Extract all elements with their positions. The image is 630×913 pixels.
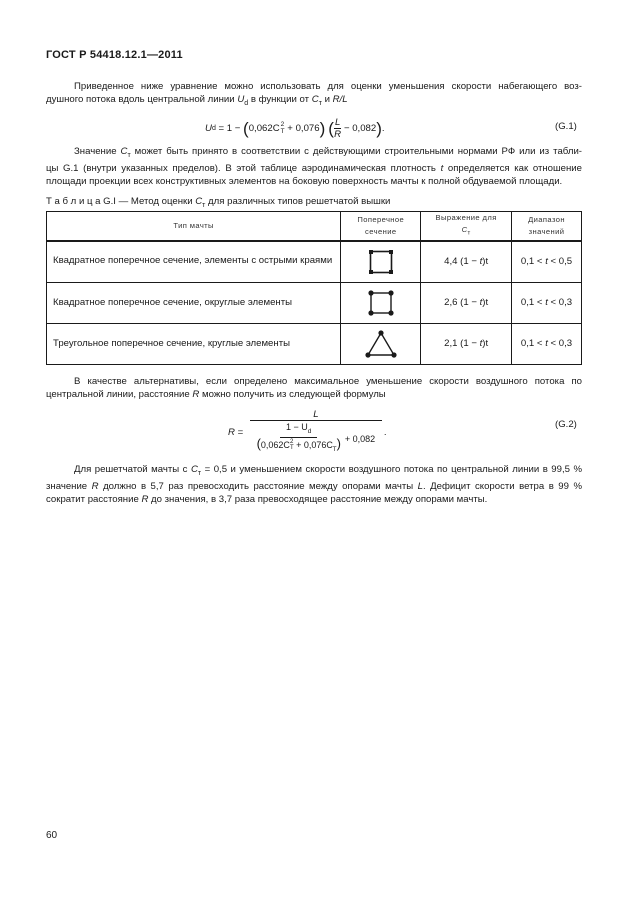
paragraph-line: центральной линии, расстояние R можно получить из следующей формулы — [46, 389, 386, 400]
equation-number-g2: (G.2) — [555, 419, 577, 430]
square-sharp-icon — [368, 249, 394, 275]
cell-range: 0,1 < t < 0,3 — [512, 282, 582, 323]
square-round-icon — [368, 290, 394, 316]
cell-expression: 2,6 (1 − t)t — [421, 282, 512, 323]
paragraph-line: цы G.1 (внутри указанных пределов). В этой таблице аэродинамическая плотность t определяется как отношение — [46, 162, 583, 174]
header-type: Тип мачты — [47, 212, 341, 241]
triangle-icon — [365, 330, 397, 358]
paragraph-line: Для решетчатой мачты с $C_т = 0,5$ и уменьшением скорости воздушного потока по центральной линии в 99,5 % — [74, 464, 582, 477]
equation-g1: U d = 1 − ( 0,062C 2 T + 0,076 ) ( $\frac{L}{R}$ − 0,082 ) . — [205, 116, 385, 140]
equation-g2: R = L $1 - U_d$ (0,062C 2 T + $0,076C_T$) + 0,082 . — [228, 409, 387, 453]
cell-type: Квадратное поперечное сечение, элементы с острыми краями — [47, 241, 341, 283]
cell-type: Квадратное поперечное сечение, округлые элементы — [47, 282, 341, 323]
cell-section — [341, 282, 421, 323]
paragraph-line: душного потока вдоль центральной линии $U_d$ в функции от $C_т$ и R/L — [46, 94, 348, 107]
paragraph-line: площади проекции всех конструктивных элементов на боковую поверхность мачты к полной обдуваемой площади. — [46, 175, 563, 187]
paragraph-line: сократит расстояние R до значения, в 3,7 раза превосходящее расстояние между опорами мачты. — [46, 493, 488, 505]
table-row — [47, 323, 582, 364]
cell-section — [341, 323, 421, 364]
paragraph-example — [46, 463, 582, 506]
paragraph-intro — [46, 80, 582, 110]
table-g1 — [46, 211, 582, 365]
header-range: Диапазон значений — [512, 212, 582, 241]
paragraph-alternative — [46, 375, 582, 401]
cell-section — [341, 241, 421, 283]
paragraph-line: В качестве альтернативы, если определено максимальное уменьшение скорости воздушного потока по — [74, 376, 582, 387]
table-caption: Т а б л и ц а G.I — Метод оценки $C_т$ для различных типов решетчатой вышки — [46, 196, 391, 209]
header-section: Поперечное сечение — [341, 212, 421, 241]
paragraph-line: Значение $C_т$ может быть принято в соответствии с действующими строительными нормами РФ или из табли- — [74, 146, 582, 159]
cell-expression: 2,1 (1 − t)t — [421, 323, 512, 364]
paragraph-ct-value — [46, 145, 582, 188]
paragraph-line: Приведенное ниже уравнение можно использовать для оценки уменьшения скорости набегающего воз- — [74, 81, 582, 92]
table-row — [47, 241, 582, 283]
cell-type: Треугольное поперечное сечение, круглые элементы — [47, 323, 341, 364]
table-row — [47, 282, 582, 323]
page-number: 60 — [46, 830, 58, 841]
paragraph-line: значение R должно в 5,7 раз превосходить расстояние между опорами мачты L. Дефицит скорости ветра в 99 % — [46, 480, 582, 492]
cell-expression: 4,4 (1 − t)t — [421, 241, 512, 283]
equation-number-g1: (G.1) — [555, 121, 577, 132]
table-header-row — [47, 212, 582, 241]
header-expression: Выражение для $C_т$ — [421, 212, 512, 241]
cell-range: 0,1 < t < 0,5 — [512, 241, 582, 283]
cell-range: 0,1 < t < 0,3 — [512, 323, 582, 364]
document-header: ГОСТ Р 54418.12.1—2011 — [46, 49, 183, 61]
